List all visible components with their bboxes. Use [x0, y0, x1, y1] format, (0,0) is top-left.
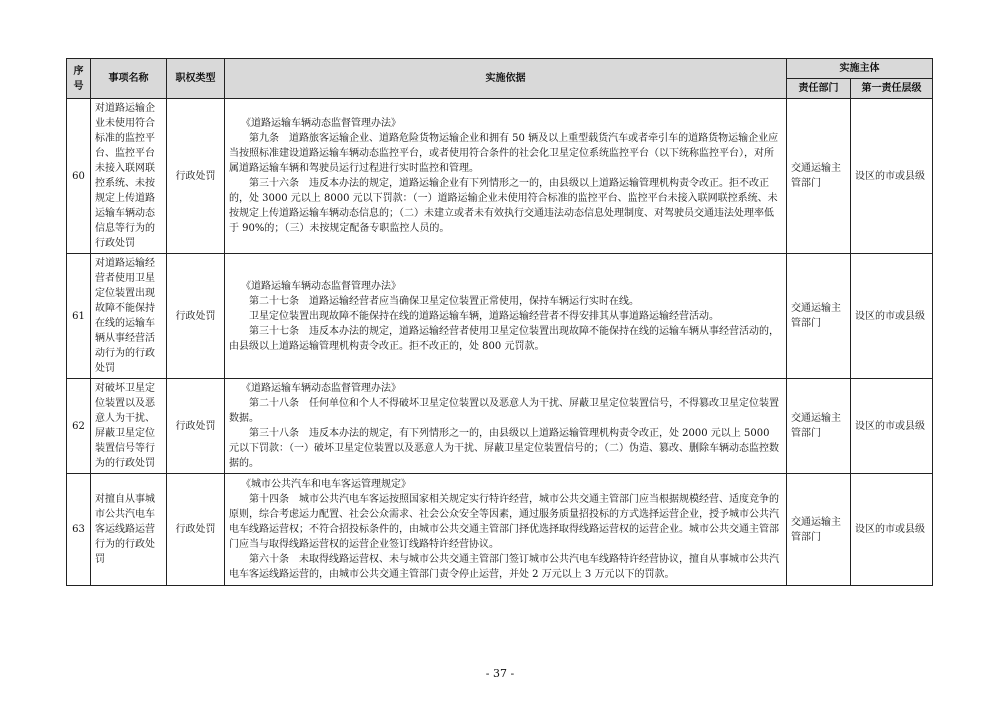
basis-article: 卫星定位装置出现故障不能保持在线的道路运输车辆，道路运输经营者不得安排其从事道路运输经营活动。: [249, 310, 719, 322]
row-basis: [225, 379, 787, 474]
header-type: 职权类型: [167, 59, 225, 99]
row-seq: 62: [67, 379, 91, 474]
row-item-name: 对破坏卫星定位装置以及恶意人为干扰、屏蔽卫星定位装置信号等行为的行政处罚: [91, 379, 167, 474]
row-level: 设区的市或县级: [851, 379, 933, 474]
row-basis: [225, 254, 787, 379]
row-item-name: 对擅自从事城市公共汽电车客运线路运营行为的行政处罚: [91, 474, 167, 586]
header-seq: 序号: [67, 59, 91, 99]
header-level: 第一责任层级: [851, 79, 933, 99]
row-level: 设区的市或县级: [851, 254, 933, 379]
row-item-name: 对道路运输企业未使用符合标准的监控平台、监控平台未接入联网联控系统、未按规定上传道路运输车辆动态信息等行为的行政处罚: [91, 99, 167, 254]
table-row: [67, 474, 933, 586]
row-level: 设区的市或县级: [851, 99, 933, 254]
basis-article: 第三十八条 违反本办法的规定，有下列情形之一的，由县级以上道路运输管理机构责令改正，处 2000 元以上 5000 元以下罚款：（一）破坏卫星定位装置以及恶意人为干扰、屏蔽卫星定位装置信号的；（二）伪造、篡改、删除车辆动态监控数据的。: [229, 428, 779, 469]
row-level: 设区的市或县级: [851, 474, 933, 586]
header-name: 事项名称: [91, 59, 167, 99]
basis-article: 第三十六条 违反本办法的规定，道路运输企业有下列情形之一的，由县级以上道路运输管理机构责令改正。拒不改正的，处 3000 元以上 8000 元以下罚款：（一）道路运输企业未使用符合标准的监控平台、监控平台未接入联网联控系统、未按规定上传道路运输车辆动态信息的；（二）未建立或者未有效执行交通违法动态信息处理制度、对驾驶员交通违法处理率低于 90%的；（三）未按规定配备专职监控人员的。: [229, 178, 778, 234]
basis-doc-title: 《道路运输车辆动态监督管理办法》: [241, 280, 401, 292]
row-type: 行政处罚: [167, 379, 225, 474]
table-row: [67, 254, 933, 379]
row-dept: 交通运输主管部门: [787, 474, 851, 586]
basis-article: 第十四条 城市公共汽电车客运按照国家相关规定实行特许经营，城市公共交通主管部门应当根据规模经营、适度竞争的原则，综合考虑运力配置、社会公众需求、社会公众安全等因素，通过服务质量招投标的方式选择运营企业，授予城市公共汽电车线路运营权；不符合招投标条件的，由城市公共交通主管部门择优选择取得线路运营权的运营企业。城市公共交通主管部门应当与取得线路运营权的运营企业签订线路特许经营协议。: [229, 494, 779, 550]
row-dept: 交通运输主管部门: [787, 99, 851, 254]
basis-doc-title: 《道路运输车辆动态监督管理办法》: [241, 383, 401, 394]
basis-article: 第二十七条 道路运输经营者应当确保卫星定位装置正常使用，保持车辆运行实时在线。: [249, 295, 639, 307]
header-dept: 责任部门: [787, 79, 851, 99]
basis-article: 第三十七条 违反本办法的规定，道路运输经营者使用卫星定位装置出现故障不能保持在线的运输车辆从事经营活动的，由县级以上道路运输管理机构责令改正。拒不改正的，处 800 元罚款。: [229, 325, 779, 352]
row-type: 行政处罚: [167, 99, 225, 254]
basis-article: 第九条 道路旅客运输企业、道路危险货物运输企业和拥有 50 辆及以上重型载货汽车或者牵引车的道路货物运输企业应当按照标准建设道路运输车辆动态监控平台，或者使用符合条件的社会化卫星定位系统监控平台（以下统称监控平台），对所属道路运输车辆和驾驶员运行过程进行实时监控和管理。: [229, 133, 779, 174]
header-subject: 实施主体: [787, 59, 933, 79]
table-row: [67, 379, 933, 474]
table-row: [67, 99, 933, 254]
row-seq: 61: [67, 254, 91, 379]
row-basis: [225, 474, 787, 586]
header-basis: 实施依据: [225, 59, 787, 99]
basis-doc-title: 《道路运输车辆动态监督管理办法》: [241, 118, 401, 129]
page-number: - 37 -: [485, 667, 515, 680]
row-basis: [225, 99, 787, 254]
basis-article: 第二十八条 任何单位和个人不得破坏卫星定位装置以及恶意人为干扰、屏蔽卫星定位装置信号，不得篡改卫星定位装置数据。: [229, 398, 779, 424]
row-type: 行政处罚: [167, 254, 225, 379]
row-type: 行政处罚: [167, 474, 225, 586]
basis-article: 第六十条 未取得线路运营权、未与城市公共交通主管部门签订城市公共汽电车线路特许经营协议，擅自从事城市公共汽电车客运线路运营的，由城市公共交通主管部门责令停止运营，并处 2 万元以上 3 万元以下的罚款。: [229, 554, 779, 580]
row-item-name: 对道路运输经营者使用卫星定位装置出现故障不能保持在线的运输车辆从事经营活动行为的行政处罚: [91, 254, 167, 379]
row-seq: 60: [67, 99, 91, 254]
enforcement-table: [66, 58, 933, 586]
basis-doc-title: 《城市公共汽车和电车客运管理规定》: [241, 479, 411, 490]
row-dept: 交通运输主管部门: [787, 254, 851, 379]
row-dept: 交通运输主管部门: [787, 379, 851, 474]
row-seq: 63: [67, 474, 91, 586]
